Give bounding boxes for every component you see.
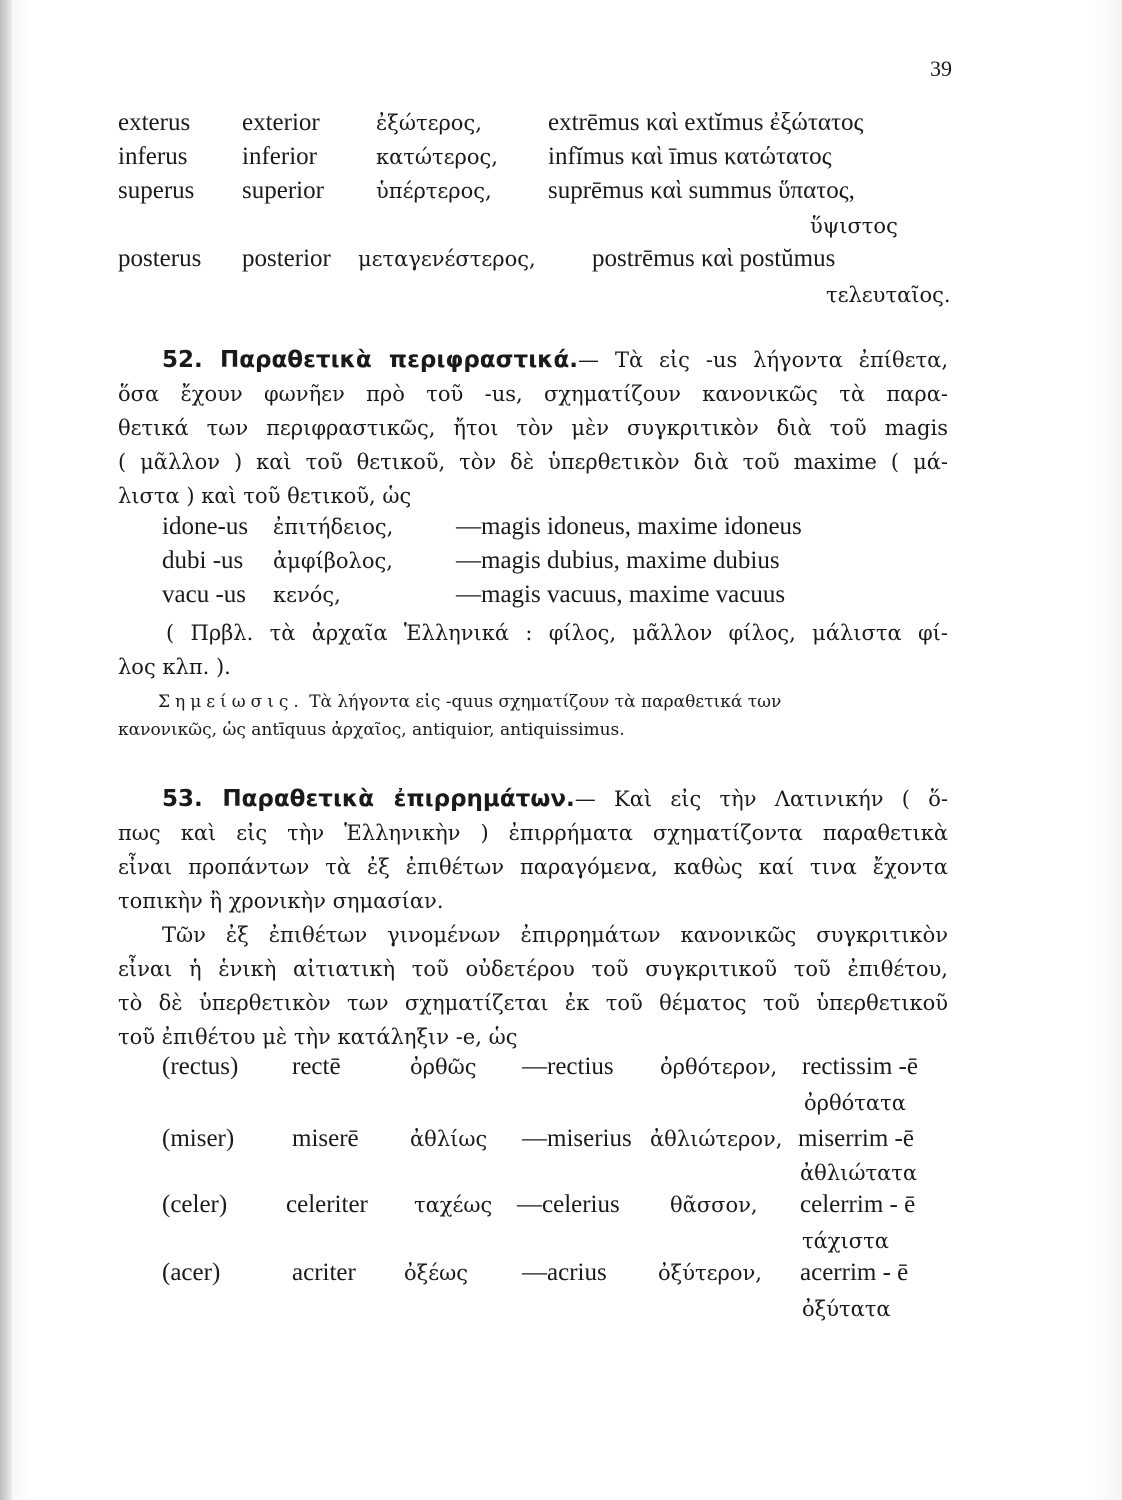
ex53-4-adv-greek: ὀξέως [404, 1261, 468, 1285]
ex52-2-greek: ἀμφίβολος, [273, 549, 393, 573]
sup-2: infĭmus καὶ īmus κατώτατος [548, 143, 832, 170]
ex53-4-adv: acriter [292, 1259, 356, 1286]
section-52-line-4: ( μᾶλλον ) καὶ τοῦ θετικοῦ, τὸν δὲ ὑπερθετικὸν διὰ τοῦ maxime ( μά- [118, 450, 948, 474]
section-53-line-6: εἶναι ἡ ἑνικὴ αἰτιατικὴ τοῦ οὐδετέρου τοῦ συγκριτικοῦ τοῦ ἐπιθέτου, [118, 957, 948, 981]
section-53-line-5: Τῶν ἐξ ἐπιθέτων γινομένων ἐπιρρημάτων κανονικῶς συγκριτικὸν [162, 923, 948, 947]
remark-label: Σημείωσις. [158, 692, 304, 712]
ex53-3-adj: (celer) [162, 1191, 228, 1218]
ex52-1-forms: —magis idoneus, maxime idoneus [456, 513, 802, 540]
ex52-2-forms: —magis dubius, maxime dubius [456, 547, 780, 574]
pos-2: inferus [118, 143, 188, 170]
ex53-2-comp: —miserius [522, 1125, 632, 1152]
ex53-1-adv: rectē [292, 1053, 341, 1080]
ex53-1-comp-greek: ὀρθότερον, [660, 1055, 778, 1079]
ex52-1-word: idone-us [162, 513, 249, 540]
ex53-3-adv: celeriter [286, 1191, 368, 1218]
comp-3: superior [242, 177, 324, 204]
comp-greek-2: κατώτερος, [376, 145, 498, 169]
ex53-2-adj: (miser) [162, 1125, 235, 1152]
book-spine-shadow [0, 0, 12, 1500]
comparison-note-line-1: ( Πρβλ. τὰ ἀρχαῖα Ἑλληνικά : φίλος, μᾶλλον φίλος, μάλιστα φί- [166, 621, 948, 645]
ex52-1-greek: ἐπιτήδειος, [273, 515, 394, 539]
comparison-note-line-2: λος κλπ. ). [118, 655, 231, 679]
ex53-2-adv-greek: ἀθλίως [410, 1127, 488, 1151]
comp-2: inferior [242, 143, 317, 170]
comparison-note [118, 616, 948, 684]
section-52-line-3: θετικά των περιφραστικῶς, ἤτοι τὸν μὲν συγκριτικὸν διὰ τοῦ magis [118, 416, 948, 440]
ex53-3-sup-greek: τάχιστα [802, 1229, 889, 1253]
section-53-heading: 53. Παραθετικὰ ἐπιρρημάτων. [162, 786, 575, 812]
ex53-4-comp-greek: ὀξύτερον, [658, 1261, 762, 1285]
section-52-line-5: λιστα ) καὶ τοῦ θετικοῦ, ὡς [118, 484, 412, 508]
page-number: 39 [930, 56, 952, 81]
section-53-line-8: τοῦ ἐπιθέτου μὲ τὴν κατάληξιν -e, ὡς [118, 1025, 518, 1049]
remark-line-2: κανονικῶς, ὡς antīquus ἀρχαῖος, antiquior, antiquissimus. [118, 720, 625, 740]
section-53-line-4: τοπικὴν ἢ χρονικὴν σημασίαν. [118, 889, 444, 913]
remark-line-1: Σημείωσις. Τὰ λήγοντα εἰς -quus σχηματίζουν τὰ παραθετικά των [158, 692, 782, 712]
comp-greek-1: ἐξώτερος, [376, 111, 482, 135]
section-53-line-7: τὸ δὲ ὑπερθετικὸν των σχηματίζεται ἐκ τοῦ θέματος τοῦ ὑπερθετικοῦ [118, 991, 948, 1015]
ex52-2-word: dubi -us [162, 547, 244, 574]
ex53-2-sup: miserrim -ē [798, 1125, 914, 1152]
sup-greek-3b: ὕψιστος [810, 214, 898, 238]
section-52-line-1: 52. Παραθετικὰ περιφραστικά.— Τὰ εἰς -us λήγοντα ἐπίθετα, [162, 347, 948, 373]
ex53-2-adv: miserē [292, 1125, 359, 1152]
sup-1: extrēmus καὶ extĭmus ἐξώτατος [548, 109, 864, 136]
section-52 [118, 343, 948, 513]
section-52-line-2: ὅσα ἔχουν φωνῆεν πρὸ τοῦ -us, σχηματίζουν κανονικῶς τὰ παρα- [118, 382, 948, 406]
pos-3: superus [118, 177, 195, 204]
ex53-1-adv-greek: ὀρθῶς [410, 1055, 477, 1079]
ex53-1-comp: —rectius [522, 1053, 614, 1080]
ex53-2-comp-greek: ἀθλιώτερον, [650, 1127, 783, 1151]
ex53-4-comp: —acrius [522, 1259, 607, 1286]
ex53-3-comp-greek: θᾶσσον, [670, 1193, 758, 1217]
ex53-3-comp: —celerius [517, 1191, 620, 1218]
ex53-4-adj: (acer) [162, 1259, 221, 1286]
remark [118, 688, 948, 744]
comp-1: exterior [242, 109, 320, 136]
pos-4: posterus [118, 245, 202, 272]
ex53-1-adj: (rectus) [162, 1053, 239, 1080]
ex53-3-adv-greek: ταχέως [414, 1193, 493, 1217]
ex53-1-sup-greek: ὀρθότατα [804, 1091, 906, 1115]
ex52-3-word: vacu -us [162, 581, 246, 608]
section-53 [118, 782, 948, 1054]
comp-greek-4: μεταγενέστερος, [358, 247, 536, 271]
ex53-2-sup-greek: ἀθλιώτατα [800, 1161, 918, 1185]
ex53-4-sup-greek: ὀξύτατα [802, 1297, 891, 1321]
ex53-3-sup: celerrim - ē [800, 1191, 916, 1218]
ex52-3-greek: κενός, [273, 583, 341, 607]
section-53-line-3: εἶναι προπάντων τὰ ἐξ ἐπιθέτων παραγόμενα, καθὼς καί τινα ἔχοντα [118, 855, 948, 879]
ex52-3-forms: —magis vacuus, maxime vacuus [456, 581, 786, 608]
sup-4: postrēmus καὶ postŭmus [592, 245, 836, 272]
comp-greek-3: ὑπέρτερος, [376, 179, 492, 203]
sup-3: suprēmus καὶ summus ὕπατος, [548, 177, 855, 204]
section-52-heading: 52. Παραθετικὰ περιφραστικά. [162, 347, 579, 373]
ex53-4-sup: acerrim - ē [800, 1259, 909, 1286]
section-53-line-1: 53. Παραθετικὰ ἐπιρρημάτων.— Καὶ εἰς τὴν Λατινικήν ( ὅ- [162, 786, 948, 812]
section-53-line-2: πως καὶ εἰς τὴν Ἑλληνικὴν ) ἐπιρρήματα σχηματίζοντα παραθετικὰ [118, 821, 948, 845]
ex53-1-sup: rectissim -ē [802, 1053, 918, 1080]
comp-4: posterior [242, 245, 331, 272]
pos-1: exterus [118, 109, 191, 136]
sup-greek-4b: τελευταῖος. [826, 283, 951, 307]
